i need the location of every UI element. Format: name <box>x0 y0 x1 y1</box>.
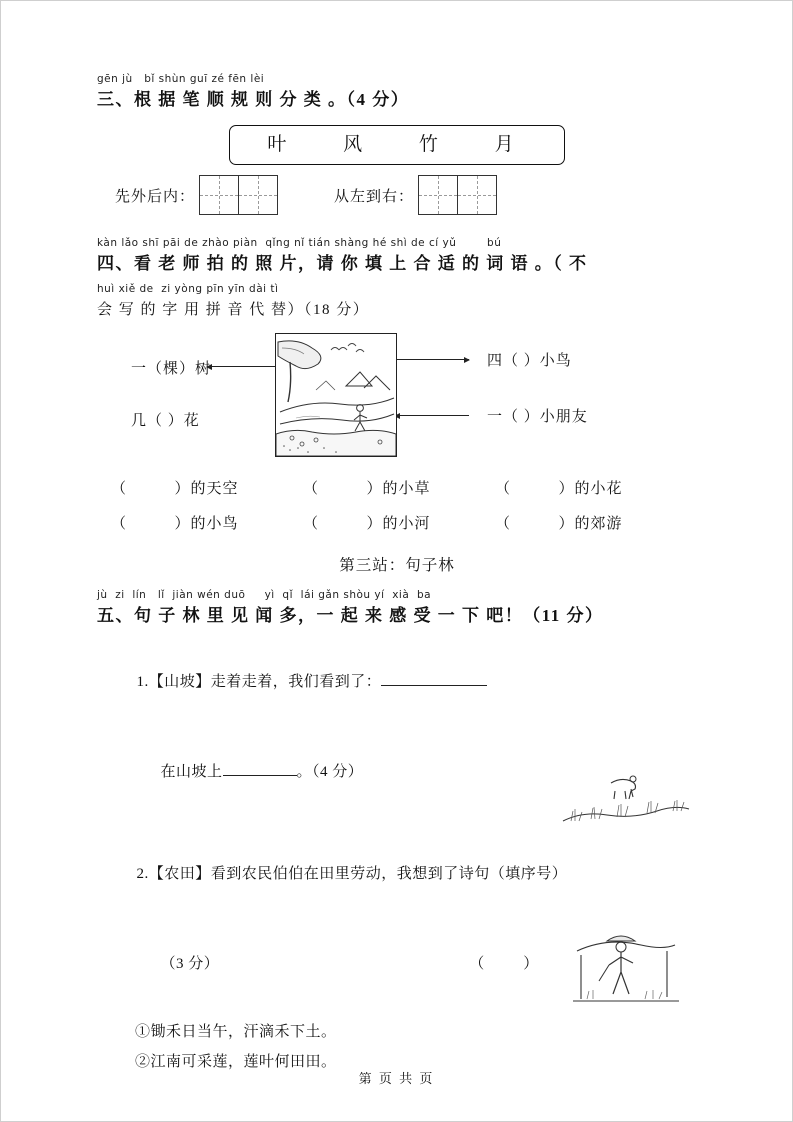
answer-blank[interactable] <box>381 669 487 686</box>
q5-item-2-choice[interactable]: ①锄禾日当午，汗滴禾下土。 <box>135 1024 337 1040</box>
q4-label-right-top[interactable]: 四（ ）小鸟 <box>487 353 572 369</box>
q4-label-right-bottom[interactable]: 一（ ）小朋友 <box>487 409 588 425</box>
q4-fill-cell[interactable]: （ ）的郊游 <box>495 516 623 532</box>
q3-label-right: 从左到右： <box>334 188 415 205</box>
q5-item-2-tag: 【农田】 <box>148 866 211 882</box>
q3-pinyin: gēn jù bǐ shùn guī zé fēn lèi <box>97 73 265 85</box>
q4-fill-cell[interactable]: （ ）的小河 <box>303 516 431 532</box>
scenery-illustration <box>275 333 397 457</box>
q5-item-1-line1 <box>111 637 697 727</box>
q4-label-left-top: 一（棵）树 <box>131 361 212 377</box>
q5-item-2-line1 <box>111 829 697 919</box>
q4-pinyin-1: kàn lǎo shī pāi de zhào piàn qǐng nǐ tián shàng hé shì de cí yǔ bú <box>97 237 502 249</box>
q5-item-1-tag: 【山坡】 <box>148 674 211 690</box>
q5-pinyin: jù zi lín lǐ jiàn wén duō yì qǐ lái gǎn shòu yí xià ba <box>97 589 432 601</box>
q5-item-1-prefix: 在山坡上 <box>160 764 223 780</box>
farmer-sketch <box>571 921 681 1011</box>
page-footer: 第 页 共 页 <box>358 1071 435 1086</box>
q5-item-2-text: 看到农民伯伯在田里劳动，我想到了诗句（填序号） <box>210 866 568 882</box>
q5-item-2-score: （3 分） <box>160 956 220 972</box>
tianzi-cell[interactable] <box>238 175 278 215</box>
q4-fill-cell[interactable]: （ ）的小鸟 <box>111 516 239 532</box>
q5-heading: 五、句 子 林 里 见 闻 多，一 起 来 感 受 一 下 吧！（11 分） <box>97 606 604 625</box>
q5-item-1-text: 走着走着，我们看到了： <box>210 674 382 690</box>
q4-heading-1: 四、看 老 师 拍 的 照 片，请 你 填 上 合 适 的 词 语 。（ 不 <box>97 254 588 273</box>
q3-answer-grid-left[interactable] <box>199 175 278 215</box>
q5-item-2-num: 2. <box>136 866 149 882</box>
answer-blank[interactable] <box>223 759 297 776</box>
q5-item-2-answer[interactable]: （ ） <box>469 956 540 972</box>
q4-fill-row <box>111 512 697 533</box>
q3-answer-grid-right[interactable] <box>418 175 497 215</box>
q5-item-2-choice[interactable]: ②江南可采莲，莲叶何田田。 <box>135 1054 337 1070</box>
q4-fill-cell[interactable]: （ ）的小花 <box>495 481 623 497</box>
q4-picture-block <box>97 333 697 463</box>
q4-label-left-bottom[interactable]: 几（ ）花 <box>131 413 200 429</box>
station-title: 第三站：句子林 <box>339 557 455 574</box>
q4-pinyin-2: huì xiě de zi yòng pīn yīn dài tì <box>97 283 279 295</box>
q5-item-1-num: 1. <box>136 674 149 690</box>
tianzi-cell[interactable] <box>457 175 497 215</box>
q3-label-left: 先外后内： <box>115 188 196 205</box>
tianzi-cell[interactable] <box>418 175 458 215</box>
scenery-svg <box>276 334 396 456</box>
q4-heading-2: 会 写 的 字 用 拼 音 代 替）（18 分） <box>97 302 370 318</box>
leader-line-right-bottom <box>395 415 469 416</box>
q3-heading: 三、根 据 笔 顺 规 则 分 类 。（4 分） <box>97 90 410 109</box>
q4-fill-cell[interactable]: （ ）的天空 <box>111 481 239 497</box>
q3-wordbox-wrap <box>97 125 697 165</box>
q4-fill-row <box>111 477 697 498</box>
q4-fill-cell[interactable]: （ ）的小草 <box>303 481 431 497</box>
q3-sort-row <box>115 175 697 215</box>
tianzi-cell[interactable] <box>199 175 239 215</box>
q5-item-1-suffix: 。（4 分） <box>296 764 364 780</box>
leader-line-right-top <box>395 359 469 360</box>
leader-line-left <box>207 366 275 367</box>
hillside-sketch <box>561 763 691 833</box>
q3-word-box: 叶 风 竹 月 <box>229 125 564 165</box>
